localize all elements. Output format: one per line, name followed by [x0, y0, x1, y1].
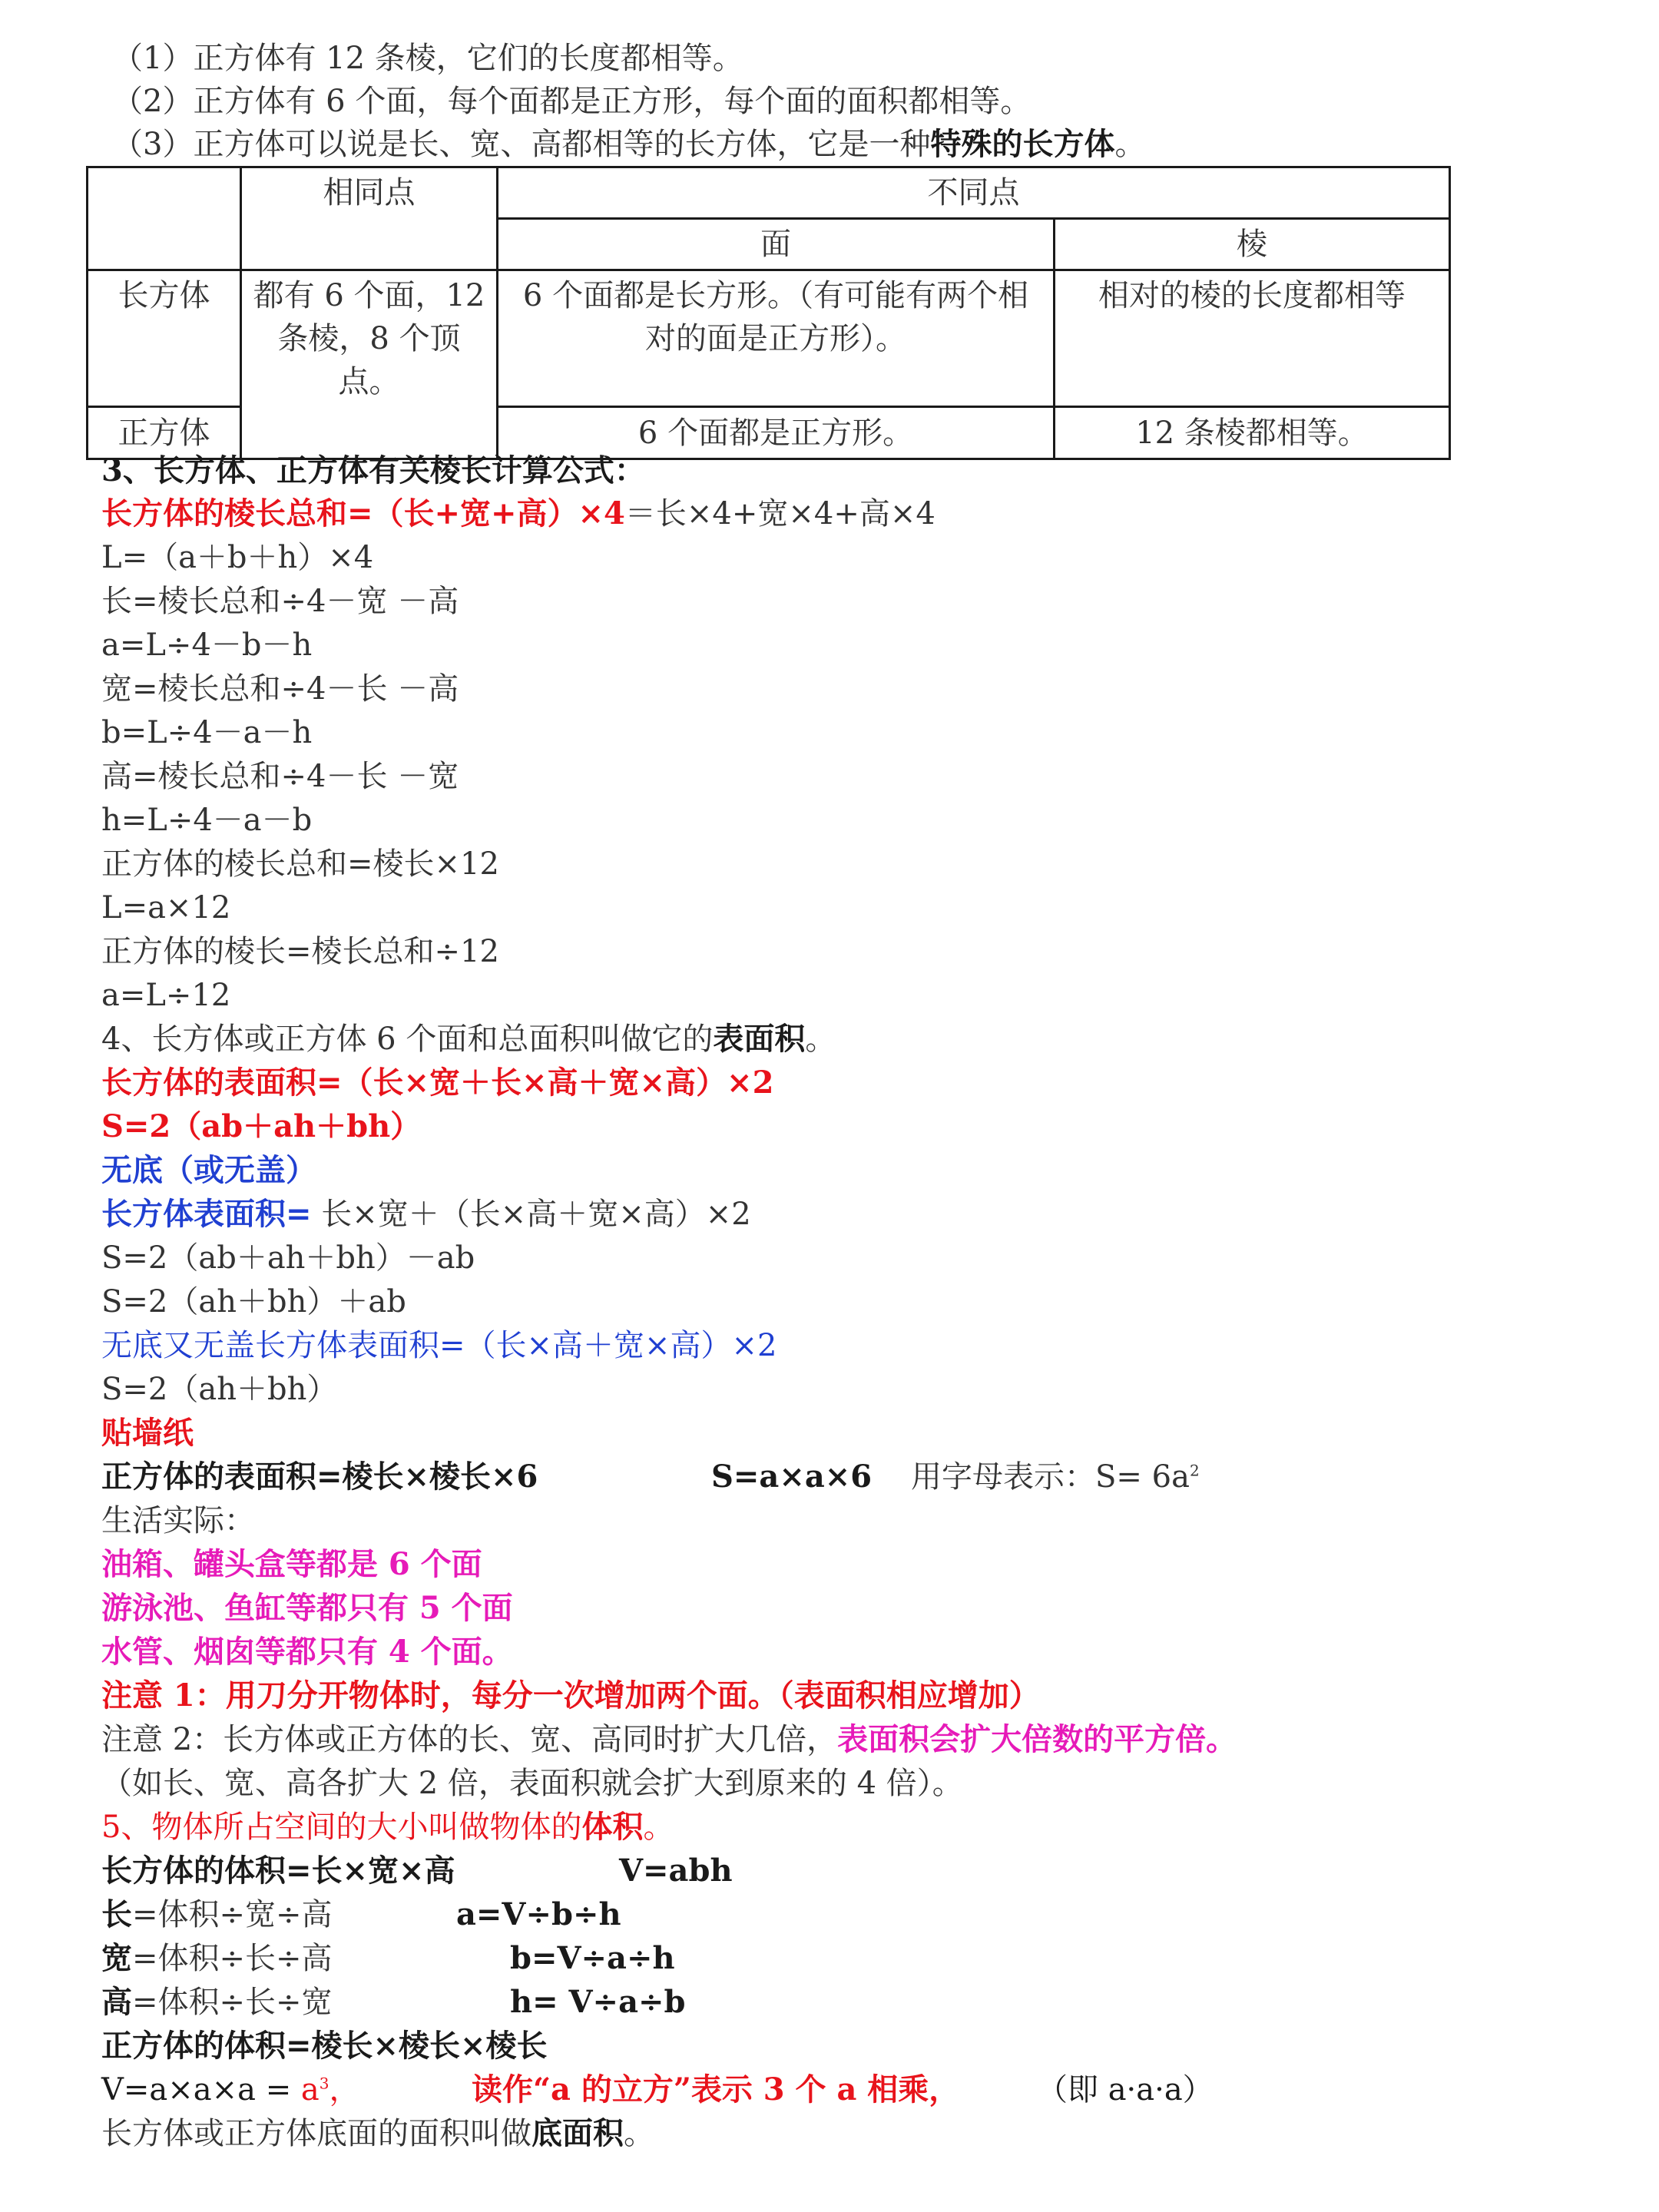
sec3-title: 3、长方体、正方体有关棱长计算公式：: [101, 452, 645, 488]
sec5-width-letters: b=V÷a÷h: [510, 1940, 675, 1976]
comparison-table: [86, 166, 1451, 460]
sec4-no-bottom-heading: 无底（或无盖）: [101, 1152, 316, 1188]
sec4-note-1: 注意 1：用刀分开物体时，每分一次增加两个面。（表面积相应增加）: [101, 1677, 1040, 1714]
sec4-wallpaper: 贴墙纸: [101, 1415, 194, 1451]
sec3-line: L=a×12: [101, 890, 231, 926]
sec4-surface-formula: 长方体的表面积=（长×宽＋长×高＋宽×高）×2: [101, 1065, 774, 1101]
sec3-line: h=L÷4－a－b: [101, 803, 313, 838]
sec4-cube-surface-letters: S=a×a×6: [711, 1459, 873, 1495]
sec4-no-bottom-s1: S=2（ab＋ah＋bh）－ab: [101, 1240, 475, 1276]
sec3-line: L=（a＋b＋h）×4: [101, 540, 374, 575]
table-corner-cell: [88, 167, 241, 270]
sec3-formula-1: 长方体的棱长总和=（长+宽+高）×4＝长×4+宽×4+高×4: [101, 495, 935, 531]
intro-line-1: （1）正方体有 12 条棱，它们的长度都相等。: [112, 41, 743, 76]
row-cube-face: 6 个面都是正方形。: [498, 407, 1055, 459]
header-diff: 不同点: [498, 167, 1450, 219]
sec5-height-letters: h= V÷a÷b: [510, 1984, 686, 2020]
same-points-cell: 都有 6 个面，12 条棱，8 个顶点。: [241, 270, 498, 459]
row-cube-name: 正方体: [88, 407, 241, 459]
row-cuboid-name: 长方体: [88, 270, 241, 407]
sec5-height-formula: 高=体积÷长÷宽: [101, 1984, 333, 2020]
sec4-life-heading: 生活实际：: [101, 1503, 255, 1538]
sec4-cube-surface-notation: 用字母表示：$S= 6a^2$: [911, 1459, 1200, 1495]
sec5-cube-product: （即 a·a·a）: [1037, 2072, 1214, 2108]
sec3-line: 正方体的棱长总和=棱长×12: [101, 846, 499, 882]
sec3-line: 宽=棱长总和÷4－长 －高: [101, 671, 459, 707]
sec3-line: b=L÷4－a－h: [101, 715, 313, 750]
header-face: 面: [498, 219, 1055, 270]
sec4-no-both-letters: S=2（ah＋bh）: [101, 1372, 338, 1407]
sec4-life-item-1: 油箱、罐头盒等都是 6 个面: [101, 1546, 482, 1582]
header-same: 相同点: [241, 167, 498, 270]
intro-line-3: （3）正方体可以说是长、宽、高都相等的长方体，它是一种特殊的长方体。: [112, 126, 1146, 162]
sec5-cube-volume: 正方体的体积=棱长×棱长×棱长: [101, 2028, 548, 2064]
row-cuboid-edge: 相对的棱的长度都相等: [1055, 270, 1450, 407]
sec5-width-formula: 宽=体积÷长÷高: [101, 1940, 333, 1976]
sec5-cube-read-as: 读作“a 的立方”表示 3 个 a 相乘，: [472, 2071, 960, 2108]
sec4-note-2: 注意 2：长方体或正方体的长、宽、高同时扩大几倍，表面积会扩大倍数的平方倍。: [101, 1721, 1237, 1757]
sec5-cuboid-volume: 长方体的体积=长×宽×高: [101, 1853, 455, 1889]
header-edge: 棱: [1055, 219, 1450, 270]
sec4-life-item-2: 游泳池、鱼缸等都只有 5 个面: [101, 1590, 513, 1626]
sec4-no-bottom-s2: S=2（ah＋bh）＋ab: [101, 1284, 406, 1320]
sec4-cube-surface: 正方体的表面积=棱长×棱长×6: [101, 1459, 538, 1495]
sec3-line: 长=棱长总和÷4－宽 －高: [101, 584, 459, 619]
sec3-line: a=L÷12: [101, 978, 231, 1013]
intro-line-2: （2）正方体有 6 个面，每个面都是正方形，每个面的面积都相等。: [112, 84, 1031, 119]
sec3-line: 高=棱长总和÷4－长 －宽: [101, 759, 459, 794]
sec3-line: 正方体的棱长=棱长总和÷12: [101, 934, 499, 969]
special-cuboid-emphasis: 特殊的长方体: [930, 126, 1115, 162]
sec3-line: a=L÷4－b－h: [101, 628, 313, 663]
sec5-length-letters: a=V÷b÷h: [456, 1896, 621, 1932]
sec5-cube-volume-letters: $V=a\times a\times a = a^3$，: [101, 2072, 360, 2108]
sec5-base-area: 长方体或正方体底面的面积叫做底面积。: [101, 2115, 654, 2151]
sec5-title: 5、物体所占空间的大小叫做物体的体积。: [101, 1809, 674, 1845]
row-cuboid-face: 6 个面都是长方形。（有可能有两个相对的面是正方形）。: [498, 270, 1055, 407]
sec4-life-item-3: 水管、烟囱等都只有 4 个面。: [101, 1634, 513, 1670]
sec4-surface-letters: S=2（ab＋ah＋bh）: [101, 1108, 422, 1144]
sec4-no-both-formula: 无底又无盖长方体表面积=（长×高＋宽×高）×2: [101, 1328, 777, 1363]
row-cube-edge: 12 条棱都相等。: [1055, 407, 1450, 459]
sec5-cuboid-volume-letters: V=abh: [619, 1853, 733, 1889]
sec4-note-2-example: （如长、宽、高各扩大 2 倍，表面积就会扩大到原来的 4 倍）。: [101, 1766, 963, 1801]
sec5-length-formula: 长=体积÷宽÷高: [101, 1896, 333, 1932]
sec4-title: 4、长方体或正方体 6 个面和总面积叫做它的表面积。: [101, 1021, 836, 1057]
sec4-no-bottom-formula: 长方体表面积= 长×宽＋（长×高＋宽×高）×2: [101, 1196, 751, 1232]
